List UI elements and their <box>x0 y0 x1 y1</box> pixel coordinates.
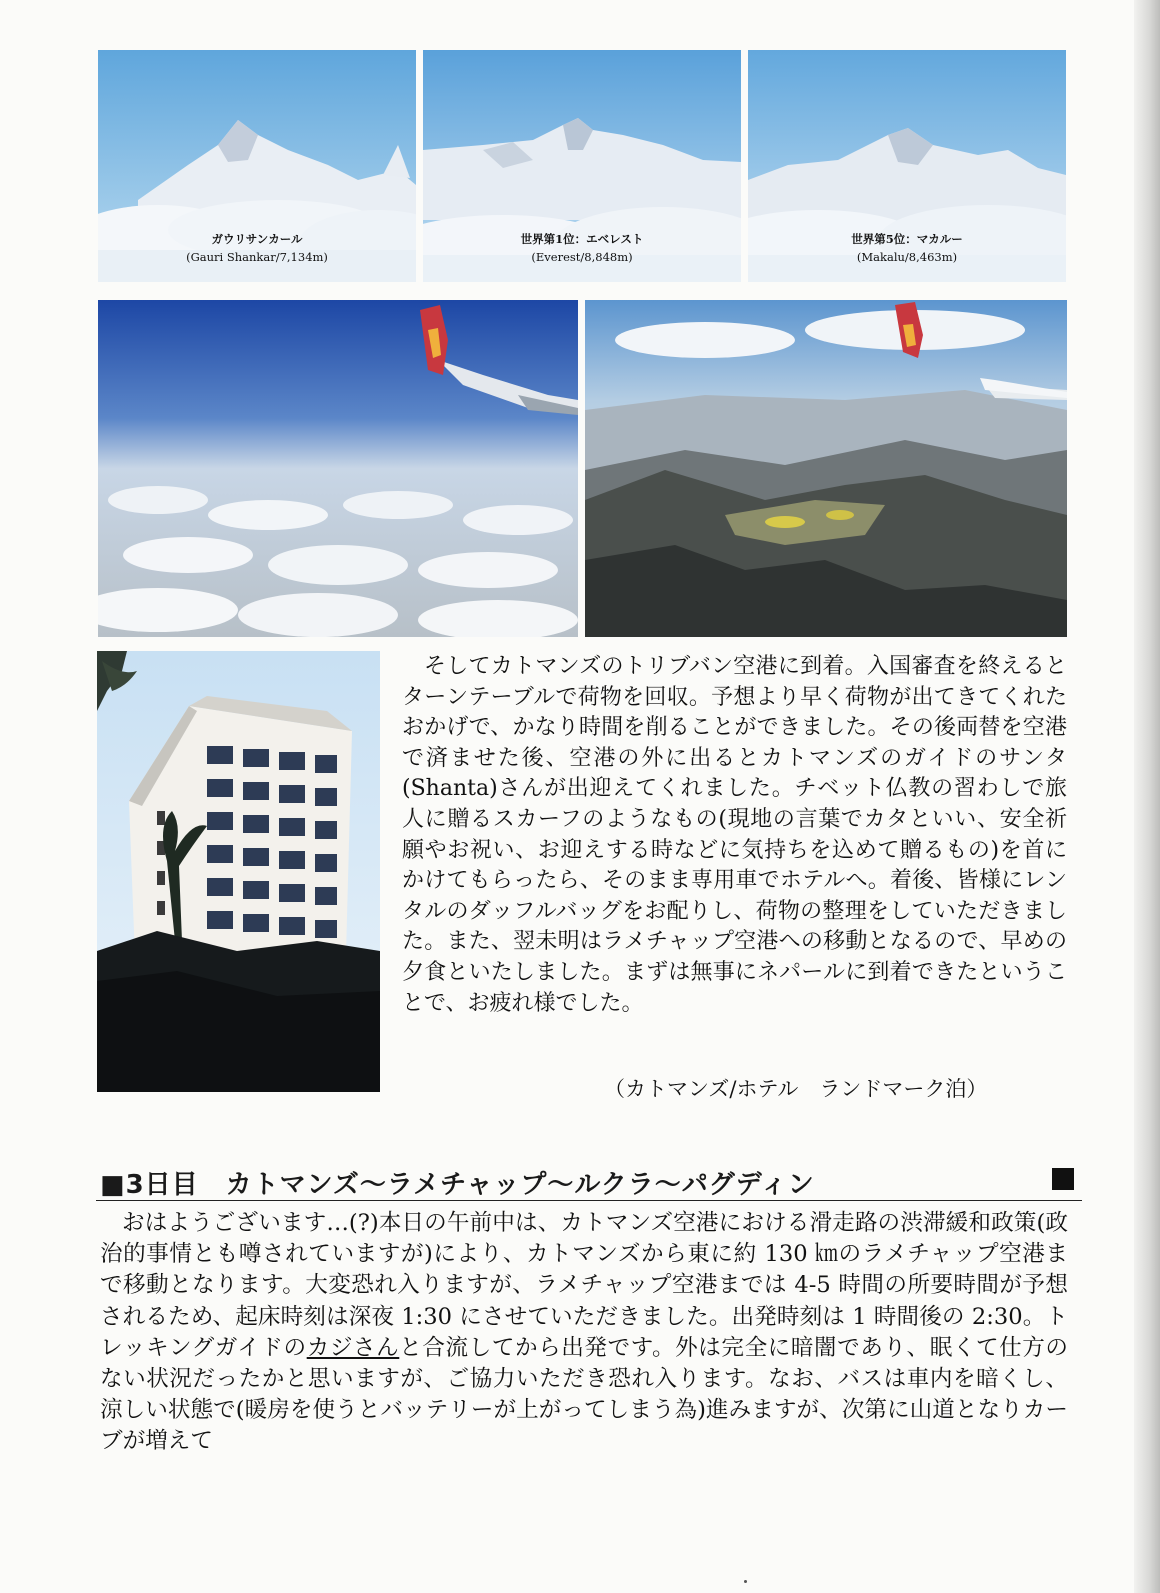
mountain-name-ja: 世界第1位：エベレスト <box>520 232 644 246</box>
mountain-name-ja: ガウリサンカール <box>211 232 303 246</box>
scan-speck <box>744 1580 747 1583</box>
guide-name: カジさん <box>306 1334 400 1361</box>
day3-text-after: と合流してから出発です。外は完全に暗闇であり、眠くて仕方のない状況だったかと思いますが、ご協力いただき恐れ入ります。なお、バスは車内を暗くし、涼しい状態で(暖房を使うとバッテリーが上がってしまう為)進みますが、次第に山道となりカーブが増えて <box>100 1334 1068 1455</box>
day3-text-before: おはようございます…(?)本日の午前中は、カトマンズ空港における滑走路の渋滞緩和政策(政治的事情とも噂されていますが)により、カトマンズから東に約 130 ㎞のラメチャップ空港まで移動となります。大変恐れ入りますが、ラメチャップ空港までは 4-5 時間の所要時間が予想されるため、起床時刻は深夜 1:30 にさせていただきました。出発時刻は 1 時間後の 2:30。トレッキングガイドの <box>100 1210 1068 1361</box>
day3-heading <box>96 1164 1082 1201</box>
photo-wing-clouds <box>98 300 578 637</box>
day3-heading-text: ■3日目 カトマンズ〜ラメチャップ〜ルクラ〜パグディン <box>100 1170 815 1200</box>
photo-gauri-shankar <box>98 50 416 282</box>
day2-paragraph: そしてカトマンズのトリブバン空港に到着。入国審査を終えるとターンテーブルで荷物を回収。予想より早く荷物が出てきてくれたおかげで、かなり時間を削ることができました。その後両替を空港で済ませた後、空港の外に出るとカトマンズのガイドのサンタ(Shanta)さんが出迎えてくれました。チベット仏教の習わしで旅人に贈るスカーフのようなもの(現地の言葉でカタといい、安全祈願やお祝い、お迎えする時などに気持ちを込めて贈るもの)を首にかけてもらったら、そのまま専用車でホテルへ。着後、皆様にレンタルのダッフルバッグをお配りし、荷物の整理をしていただきました。また、翌未明はラメチャップ空港への移動となるので、早めの夕食といたしました。まずは無事にネパールに到着できたということで、お疲れ様でした。 <box>402 654 1067 1016</box>
mountain-name-en: (Makalu/8,463m) <box>856 250 958 264</box>
mountain-name-ja: 世界第5位：マカルー <box>851 232 963 246</box>
photo-makalu <box>748 50 1066 282</box>
day2-stay-note: （カトマンズ/ホテル ランドマーク泊） <box>604 1077 988 1101</box>
photo-hotel <box>97 651 380 1092</box>
photo-everest <box>423 50 741 282</box>
mountain-name-en: (Gauri Shankar/7,134m) <box>186 250 328 264</box>
day3-paragraph <box>100 1208 1068 1458</box>
heading-end-square <box>1052 1168 1074 1190</box>
page-edge-shadow <box>1134 0 1160 1593</box>
photo-wing-mountains <box>585 300 1067 637</box>
mountain-name-en: (Everest/8,848m) <box>531 250 633 264</box>
